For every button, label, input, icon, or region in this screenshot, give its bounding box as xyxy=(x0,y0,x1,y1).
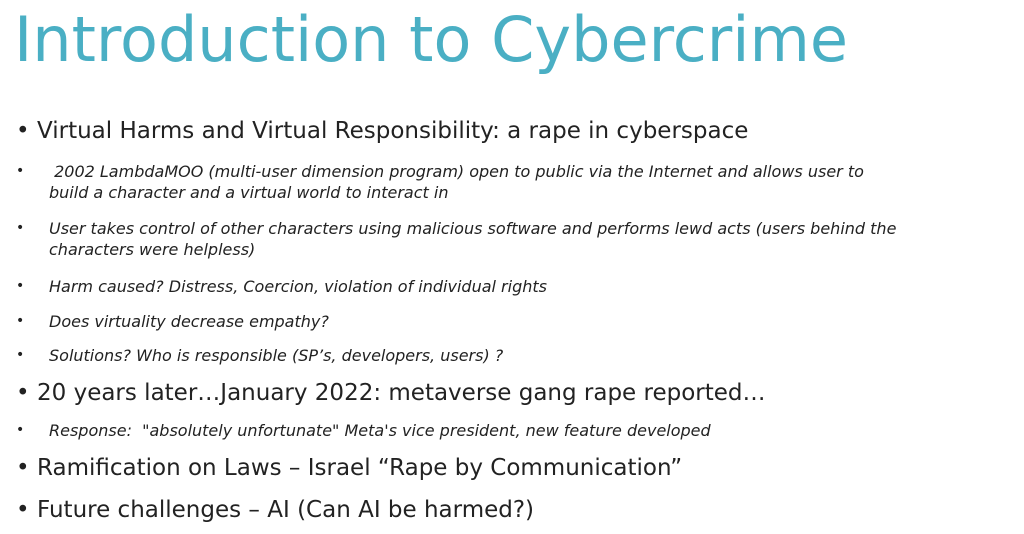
sub-bullet-user-takes-control xyxy=(16,218,897,260)
sub-bullet-harm-caused xyxy=(16,276,547,297)
bullet-dot: • xyxy=(16,313,25,329)
bullet-text: Future challenges – AI (Can AI be harmed?) xyxy=(37,497,535,523)
bullet-text-line-2: build a character and a virtual world to interact in xyxy=(49,183,449,202)
sub-bullet-lambdamoo xyxy=(16,161,864,203)
bullet-text-line-2: characters were helpless) xyxy=(49,240,256,259)
slide-title: Introduction to Cybercrime xyxy=(14,3,849,76)
bullet-text: Response: "absolutely unfortunate" Meta's vice president, new feature developed xyxy=(49,421,711,440)
bullet-text: Solutions? Who is responsible (SP’s, developers, users) ? xyxy=(49,346,504,365)
bullet-20-years-later xyxy=(16,379,766,407)
bullet-ramification-on-laws xyxy=(16,454,683,482)
bullet-virtual-harms xyxy=(16,117,749,145)
bullet-text: 20 years later…January 2022: metaverse gang rape reported… xyxy=(37,380,766,406)
bullet-dot: • xyxy=(16,118,30,144)
bullet-text: Ramification on Laws – Israel “Rape by Communication” xyxy=(37,455,683,481)
bullet-dot: • xyxy=(16,220,25,236)
bullet-dot: • xyxy=(16,347,25,363)
sub-bullet-solutions xyxy=(16,345,504,366)
bullet-text-line-1: 2002 LambdaMOO (multi-user dimension program) open to public via the Internet and allows user to xyxy=(49,162,864,181)
sub-bullet-response xyxy=(16,420,711,441)
bullet-text: Virtual Harms and Virtual Responsibility: a rape in cyberspace xyxy=(37,118,749,144)
bullet-dot: • xyxy=(16,497,30,523)
bullet-future-challenges xyxy=(16,496,535,524)
bullet-dot: • xyxy=(16,163,25,179)
bullet-dot: • xyxy=(16,278,25,294)
bullet-dot: • xyxy=(16,455,30,481)
bullet-dot: • xyxy=(16,380,30,406)
bullet-dot: • xyxy=(16,422,25,438)
bullet-text: Harm caused? Distress, Coercion, violation of individual rights xyxy=(49,277,547,296)
bullet-text: Does virtuality decrease empathy? xyxy=(49,312,329,331)
sub-bullet-empathy xyxy=(16,311,329,332)
bullet-text-line-1: User takes control of other characters using malicious software and performs lewd acts (users behind the xyxy=(49,219,897,238)
